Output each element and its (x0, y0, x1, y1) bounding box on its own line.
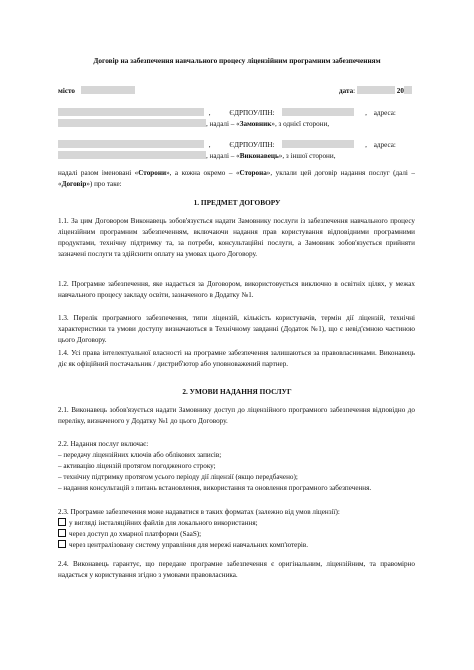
clause-2-3 (58, 507, 415, 551)
clause-2-2-item: – передачу ліцензійних ключів або облікових записів; (58, 451, 222, 460)
clause-2-2-item: – надання консультацій з питань встановлення, використання та оновлення програмного забезпечення. (58, 484, 372, 493)
customer-line-2 (58, 119, 329, 130)
city-row (58, 86, 135, 97)
format-option[interactable]: у вигляді інсталяційних файлів для локального використання; (58, 518, 415, 529)
clause-2-2-item: – активацію ліцензій протягом погодженого строку; (58, 462, 216, 471)
clause-1-3: 1.3. Перелік програмного забезпечення, типи ліцензій, кількість користувачів, термін дії ліцензій, технічні характеристики та умови доступу визначаються в Технічному завданні (Додаток №1), що є невід'ємною частиною цього Договору. (58, 314, 415, 345)
clause-2-1: 2.1. Виконавець зобов'язується надати Замовнику доступ до ліцензійного програмного забезпечення відповідно до переліку, визначеного у Додатку №1 до цього Договору. (58, 406, 415, 426)
section-2-heading: 2. УМОВИ НАДАННЯ ПОСЛУГ (182, 387, 292, 396)
customer-edrpou-field[interactable] (282, 108, 354, 116)
contractor-tail-pre: , надалі – « (206, 152, 240, 160)
date-year: 20 (396, 87, 404, 95)
clause-1-1: 1.1. За цим Договором Виконавець зобов'язується надати Замовнику послуги із забезпечення навчального процесу ліцензійним програмним забезпеченням, включаючи надання прав користування відповідними програмними продуктами, технічну підтримку та, за потреби, консультаційні послуги, а Замовник зобов'язується прийняти зазначені послуги та здійснити оплату на умовах цього Договору. (58, 217, 415, 259)
customer-role: Замовник (239, 120, 272, 128)
checkbox-icon[interactable] (58, 529, 66, 537)
date-field[interactable] (357, 86, 395, 94)
clause-1-4: 1.4. Усі права інтелектуальної власності на програмне забезпечення залишаються за правовласниками. Виконавець діє як офіційний постачальник / дистриб'ютор або уповноважений партнер. (58, 349, 415, 369)
customer-tail-pre: , надалі – « (206, 120, 240, 128)
city-label: місто (58, 87, 76, 95)
date-row: дата: 20 (339, 86, 412, 97)
customer-name-field[interactable] (58, 108, 204, 116)
contractor-role: Виконавець (239, 152, 279, 160)
contractor-name-field[interactable] (58, 140, 204, 148)
clause-2-2-item: – технічну підтримку протягом усього періоду дії ліцензії (якщо передбачено); (58, 473, 298, 482)
section-1-heading: 1. ПРЕДМЕТ ДОГОВОРУ (193, 198, 281, 207)
city-field[interactable] (81, 86, 135, 94)
customer-address-field[interactable] (58, 119, 206, 127)
checkbox-icon[interactable] (58, 518, 66, 526)
customer-line-1: , ЄДРПОУ/ІПН: , адреса: (58, 108, 396, 119)
customer-tail-post: », з однієї сторони, (271, 120, 330, 128)
contractor-edrpou-field[interactable] (282, 140, 354, 148)
format-option[interactable]: через доступ до хмарної платформи (SaaS); (58, 529, 415, 540)
clause-2-3-intro: 2.3. Програмне забезпечення може надаватися в таких форматах (залежно від умов ліцензії): (58, 508, 340, 516)
date-label: дата (339, 87, 354, 95)
checkbox-icon[interactable] (58, 540, 66, 548)
clause-2-2 (58, 439, 415, 494)
customer-edrpou-label: ЄДРПОУ/ІПН: (229, 109, 275, 117)
contractor-edrpou-label: ЄДРПОУ/ІПН: (229, 141, 275, 149)
clause-2-2-intro: 2.2. Надання послуг включає: (58, 440, 149, 448)
clause-2-4: 2.4. Виконавець гарантує, що передане програмне забезпечення є оригінальним, ліцензійним, та правомірно надається у користування згідно з умовами правовласника. (58, 560, 415, 580)
contractor-address-field[interactable] (58, 151, 206, 159)
contractor-address-label: адреса: (373, 141, 396, 149)
contractor-tail-post: », з іншої сторони, (278, 152, 336, 160)
date-year-field[interactable] (404, 86, 412, 94)
customer-address-label: адреса: (373, 109, 396, 117)
contractor-line-1: , ЄДРПОУ/ІПН: , адреса: (58, 140, 396, 151)
contractor-line-2 (58, 151, 336, 162)
document-title: Договір на забезпечення навчального процесу ліцензійним програмним забезпеченням (93, 56, 381, 65)
clause-1-2: 1.2. Програмне забезпечення, яке надається за Договором, використовується виключно в освітніх цілях, у межах навчального процесу закладу освіти, зазначеного в Додатку №1. (58, 280, 415, 300)
format-option[interactable]: через централізовану систему управління для мережі навчальних комп'ютерів. (58, 540, 415, 551)
parties-together: надалі разом іменовані «Сторони», а кожна окремо – «Сторона», уклали цей договір надання послуг (далі – «Договір») про таке: (58, 169, 415, 189)
